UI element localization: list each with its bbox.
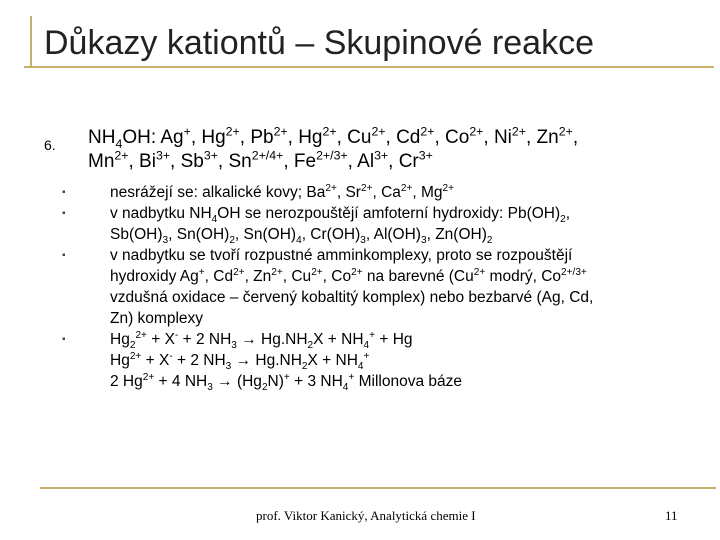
cation-charge: 2+ bbox=[371, 124, 386, 139]
bullet-icon: ▪ bbox=[62, 334, 66, 345]
heading-reagent-subscript: 4 bbox=[115, 136, 123, 151]
cation-symbol: Pb bbox=[250, 127, 274, 148]
reaction-line: 2 $Hg^{2+} + 4$ $NH_3 \to (Hg_2N)^+ + 3$ $NH_4^+$ Millonova báze bbox=[110, 371, 462, 394]
separator: , bbox=[128, 151, 140, 172]
cation-symbol: Hg bbox=[298, 127, 323, 148]
cation-symbol: Cr bbox=[398, 151, 419, 172]
cation-symbol: Mn bbox=[88, 151, 115, 172]
reaction-line: $Hg^{2+} + X^- + 2$ $NH_3 \to Hg.NH_2X + NH_4^+$ bbox=[110, 350, 370, 373]
footer-divider bbox=[40, 487, 716, 489]
separator: , bbox=[388, 151, 399, 172]
cation-charge: 2+/3+ bbox=[316, 148, 348, 163]
separator: , bbox=[336, 127, 348, 148]
separator: , bbox=[190, 127, 202, 148]
title-divider bbox=[24, 66, 714, 68]
cation-charge: 2+ bbox=[322, 124, 337, 139]
cation-symbol: Bi bbox=[139, 151, 156, 172]
cation-symbol: Ag bbox=[160, 127, 184, 148]
cation-charge: 3+ bbox=[203, 148, 218, 163]
cation-charge: 2+ bbox=[511, 124, 526, 139]
page-number: 11 bbox=[665, 508, 678, 523]
title-accent-bar bbox=[30, 16, 32, 66]
cation-charge: + bbox=[183, 124, 191, 139]
heading-reagent: OH: bbox=[122, 127, 161, 148]
separator: , bbox=[217, 151, 229, 172]
cation-charge: 3+ bbox=[374, 148, 389, 163]
cation-symbol: Sn bbox=[228, 151, 252, 172]
cation-symbol: Hg bbox=[201, 127, 226, 148]
separator: , bbox=[385, 127, 397, 148]
separator: , bbox=[347, 151, 358, 172]
bullet-icon: ▪ bbox=[62, 208, 66, 219]
cation-charge: 2+ bbox=[420, 124, 435, 139]
bullet-icon: ▪ bbox=[62, 250, 66, 261]
separator: , bbox=[239, 127, 251, 148]
heading-line-1 bbox=[88, 126, 578, 150]
cation-symbol: Cd bbox=[396, 127, 421, 148]
cation-charge: 3+ bbox=[418, 148, 433, 163]
separator: , bbox=[283, 151, 294, 172]
heading-reagent: NH bbox=[88, 127, 116, 148]
cation-charge: 2+ bbox=[114, 148, 129, 163]
cation-symbol: Fe bbox=[293, 151, 317, 172]
bullet-item: ▪ v nadbytku $NH_4OH$ se nerozpouštějí amfoterní hydroxidy: $Pb(OH)_2$, $Sb(OH)_3$, $Sn(OH)_2$, $Sn(OH)_4$, $Cr(OH)_3$, $Al(OH)_3$, $Zn(OH)_2$ bbox=[62, 205, 571, 247]
heading-line-2 bbox=[88, 150, 578, 174]
cation-charge: 2+ bbox=[225, 124, 240, 139]
separator: , bbox=[483, 127, 494, 148]
bullet-item: ▪ v nadbytku se tvoří rozpustné amminkomplexy, proto se rozpouštějí hydroxidy Ag+, $Cd^{2+}$, $Zn^{2+}$, $Cu^{2+}$, $Co^{2+}$ na barevné ($Cu^{2+}$ modrý, $Co^{2+/3+}$ vzdušná oxidace – červený kobaltitý komplex) nebo bezbarvé (Ag, Cd, Zn) komplexy bbox=[62, 247, 594, 327]
bullet-item: ▪ $Hg_2^{2+} + X^- + 2$ $NH_3 \to Hg.NH_2X + NH_4^+ + Hg$ bbox=[62, 329, 413, 352]
cation-symbol: Sb bbox=[180, 151, 204, 172]
bullet-item: ▪ nesrážejí se: alkalické kovy; $Ba^{2+}$, $Sr^{2+}$, $Ca^{2+}$, $Mg^{2+}$ bbox=[62, 182, 455, 201]
separator: , bbox=[525, 127, 537, 148]
slide-title: Důkazy kationtů – Skupinové reakce bbox=[44, 24, 594, 62]
separator: , bbox=[287, 127, 299, 148]
heading bbox=[88, 126, 578, 174]
cation-symbol: Zn bbox=[536, 127, 559, 148]
cation-symbol: Cu bbox=[347, 127, 372, 148]
item-number: 6. bbox=[44, 137, 56, 153]
cation-symbol: Ni bbox=[493, 127, 512, 148]
footer-author: prof. Viktor Kanický, Analytická chemie I bbox=[256, 508, 476, 523]
cation-charge: 2+/4+ bbox=[251, 148, 284, 163]
separator: , bbox=[572, 127, 579, 148]
bullet-list bbox=[62, 182, 700, 394]
cation-charge: 3+ bbox=[155, 148, 171, 163]
cation-symbol: Co bbox=[445, 127, 470, 148]
cation-charge: 2+ bbox=[273, 124, 288, 139]
cation-charge: 2+ bbox=[469, 124, 484, 139]
bullet-icon: ▪ bbox=[62, 187, 66, 198]
separator: , bbox=[170, 151, 181, 172]
cation-symbol: Al bbox=[357, 151, 375, 172]
separator: , bbox=[434, 127, 446, 148]
cation-charge: 2+ bbox=[558, 124, 573, 139]
